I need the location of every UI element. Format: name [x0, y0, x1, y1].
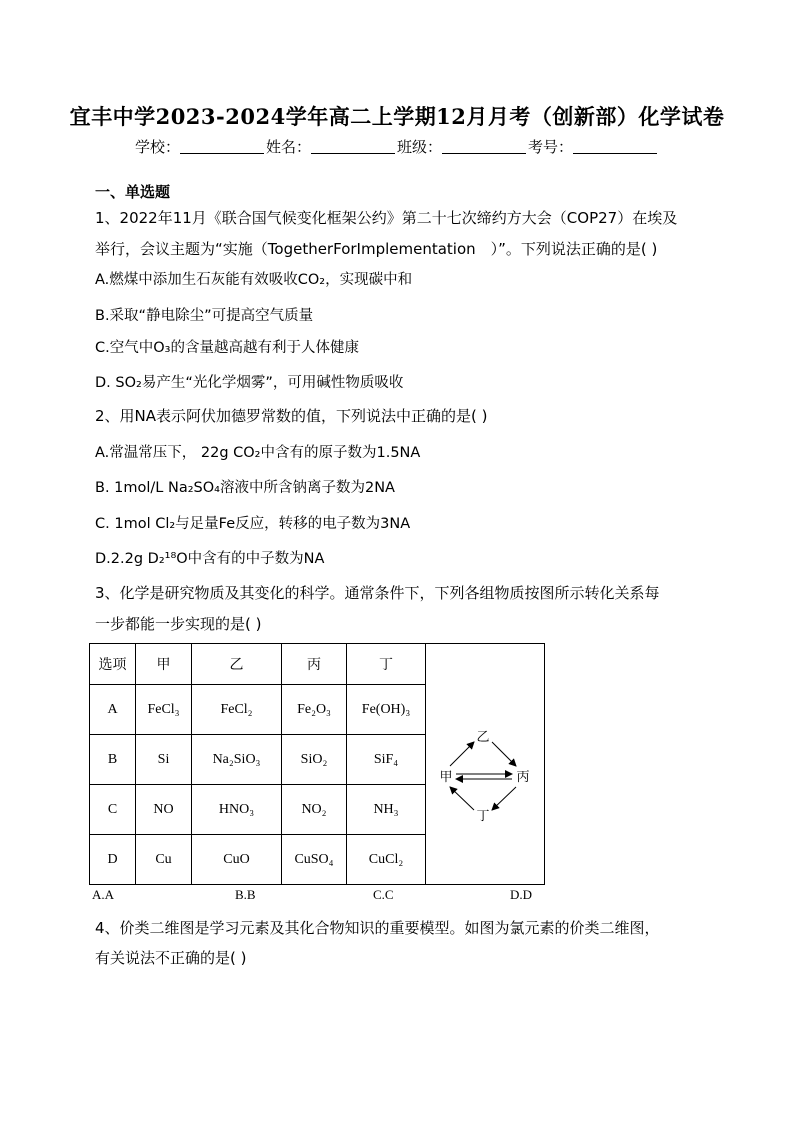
q3-table	[89, 643, 545, 885]
school-label: 学校：	[134, 138, 180, 156]
table-cell: FeCl₃	[136, 685, 192, 735]
school-blank	[180, 139, 264, 154]
q2-option-b: B. 1mol/L Na₂SO₄溶液中所含钠离子数为2NA	[95, 480, 395, 496]
table-cell: CuSO₄	[282, 835, 347, 885]
table-cell: B	[90, 735, 136, 785]
q1-option-a: A.燃煤中添加生石灰能有效吸收CO₂，实现碳中和	[95, 272, 413, 288]
table-cell: C	[90, 785, 136, 835]
name-label: 姓名：	[265, 138, 311, 156]
q1-option-c: C.空气中O₃的含量越高越有利于人体健康	[95, 340, 359, 356]
table-header-cell: 丁	[347, 644, 426, 685]
table-cell: Cu	[136, 835, 192, 885]
table-cell: NO₂	[282, 785, 347, 835]
table-cell: SiO₂	[282, 735, 347, 785]
table-cell: NH₃	[347, 785, 426, 835]
q3-choice-a: A.A	[92, 887, 115, 902]
table-cell: FeCl₂	[192, 685, 282, 735]
arrow-bottom-to-left	[450, 787, 474, 810]
q3-choice-d: D.D	[510, 887, 533, 902]
table-cell: Na₂SiO₃	[192, 735, 282, 785]
diagram-node-left: 甲	[439, 768, 453, 784]
q1-option-b: B.采取“静电除尘”可提高空气质量	[95, 308, 314, 324]
arrow-left-to-top	[450, 742, 474, 766]
number-label: 考号：	[528, 138, 574, 156]
class-blank	[442, 139, 526, 154]
table-header-cell: 甲	[136, 644, 192, 685]
q4-line2: 有关说法不正确的是( )	[95, 949, 247, 967]
diagram-node-bottom: 丁	[476, 807, 490, 823]
q2-option-c: C. 1mol Cl₂与足量Fe反应，转移的电子数为3NA	[95, 516, 411, 532]
section-title: 一、单选题	[95, 183, 171, 201]
table-cell: A	[90, 685, 136, 735]
table-header-cell: 选项	[90, 644, 136, 685]
table-header-cell: 乙	[192, 644, 282, 685]
exam-title: 宜丰中学2023-2024学年高二上学期12月月考（创新部）化学试卷	[69, 104, 725, 129]
arrow-top-to-right	[492, 742, 516, 766]
name-blank	[311, 139, 395, 154]
table-cell: HNO₃	[192, 785, 282, 835]
q3-choice-c: C.C	[373, 887, 394, 902]
q3-line2: 一步都能一步实现的是( )	[95, 615, 262, 633]
student-info-line	[0, 136, 794, 157]
q1-option-d: D. SO₂易产生“光化学烟雾”，可用碱性物质吸收	[95, 375, 404, 391]
q3-choice-b: B.B	[235, 887, 256, 902]
table-cell: Fe(OH)₃	[347, 685, 426, 735]
table-header-row	[90, 644, 545, 685]
q1-line2: 举行，会议主题为“实施（TogetherForImplementation ）”。下列说法正确的是( )	[95, 240, 658, 258]
table-cell: D	[90, 835, 136, 885]
diagram-node-right: 丙	[516, 768, 530, 784]
q2-option-a: A.常温常压下， 22g CO₂中含有的原子数为1.5NA	[95, 445, 421, 461]
q1-line1: 1、2022年11月《联合国气候变化框架公约》第二十七次缔约方大会（COP27）在埃及	[95, 209, 678, 227]
table-cell: Fe₂O₃	[282, 685, 347, 735]
q2-stem: 2、用NA表示阿伏加德罗常数的值，下列说法中正确的是( )	[95, 407, 488, 425]
table-cell: CuO	[192, 835, 282, 885]
diagram-node-top: 乙	[476, 728, 490, 744]
table-cell: Si	[136, 735, 192, 785]
table-cell: CuCl₂	[347, 835, 426, 885]
arrow-right-to-bottom	[492, 787, 516, 810]
q3-line1: 3、化学是研究物质及其变化的科学。通常条件下，下列各组物质按图所示转化关系每	[95, 584, 660, 602]
diagram-cell	[426, 644, 545, 885]
q2-option-d: D.2.2g D₂¹⁸O中含有的中子数为NA	[95, 551, 325, 567]
number-blank	[573, 139, 657, 154]
transform-diagram	[426, 662, 544, 862]
q4-line1: 4、价类二维图是学习元素及其化合物知识的重要模型。如图为氯元素的价类二维图，	[95, 919, 660, 937]
table-cell: SiF₄	[347, 735, 426, 785]
class-label: 班级：	[397, 138, 443, 156]
table-cell: NO	[136, 785, 192, 835]
table-header-cell: 丙	[282, 644, 347, 685]
